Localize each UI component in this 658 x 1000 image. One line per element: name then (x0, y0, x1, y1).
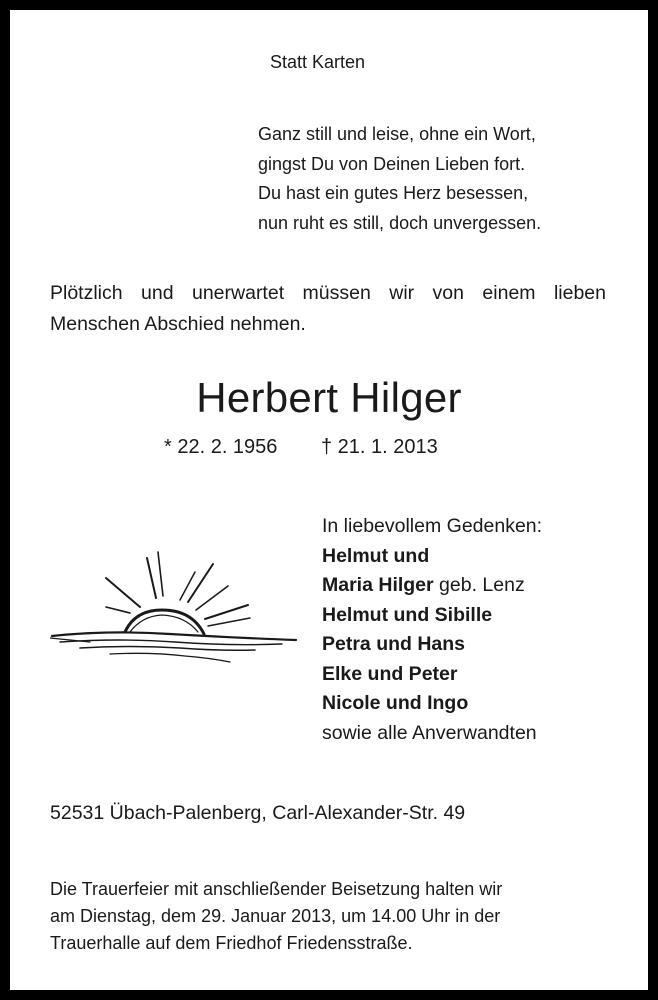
address: 52531 Übach-Palenberg, Carl-Alexander-Str. 49 (50, 802, 466, 824)
poem-line: nun ruht es still, doch unvergessen. (258, 212, 542, 233)
service-info (50, 876, 610, 957)
deceased-name: Herbert Hilger (196, 374, 462, 421)
poem-line: gingst Du von Deinen Lieben fort. (258, 153, 526, 174)
sunset-icon (50, 550, 302, 672)
life-dates (164, 436, 438, 459)
service-line: Die Trauerfeier mit anschließender Beisetzung halten wir (50, 879, 503, 899)
mourner-line: Helmut und Sibille (322, 603, 493, 626)
mourner-line: Elke und Peter (322, 662, 458, 685)
death-date: † 21. 1. 2013 (321, 436, 438, 458)
mourners-closing: sowie alle Anverwandten (322, 721, 537, 744)
mourner-line (322, 571, 542, 601)
service-line: Trauerhalle auf dem Friedhof Friedensstraße. (50, 933, 413, 953)
intro-text: Plötzlich und unerwartet müssen wir von einem lieben Menschen Abschied nehmen. (50, 282, 606, 335)
mourner-maiden-name: geb. Lenz (433, 574, 525, 596)
poem (258, 120, 541, 238)
mourners-list (322, 512, 542, 748)
mourner-line: Petra und Hans (322, 633, 466, 655)
statt-karten-label: Statt Karten (270, 52, 366, 72)
birth-date: * 22. 2. 1956 (164, 436, 278, 458)
mourner-line: Nicole und Ingo (322, 692, 469, 714)
mourners-heading: In liebevollem Gedenken: (322, 515, 543, 537)
service-line: am Dienstag, dem 29. Januar 2013, um 14.00 Uhr in der (50, 906, 501, 926)
poem-line: Ganz still und leise, ohne ein Wort, (258, 124, 536, 144)
poem-line: Du hast ein gutes Herz besessen, (258, 183, 529, 203)
mourner-line: Helmut und (322, 544, 430, 567)
mourner-name: Maria Hilger (322, 574, 434, 596)
